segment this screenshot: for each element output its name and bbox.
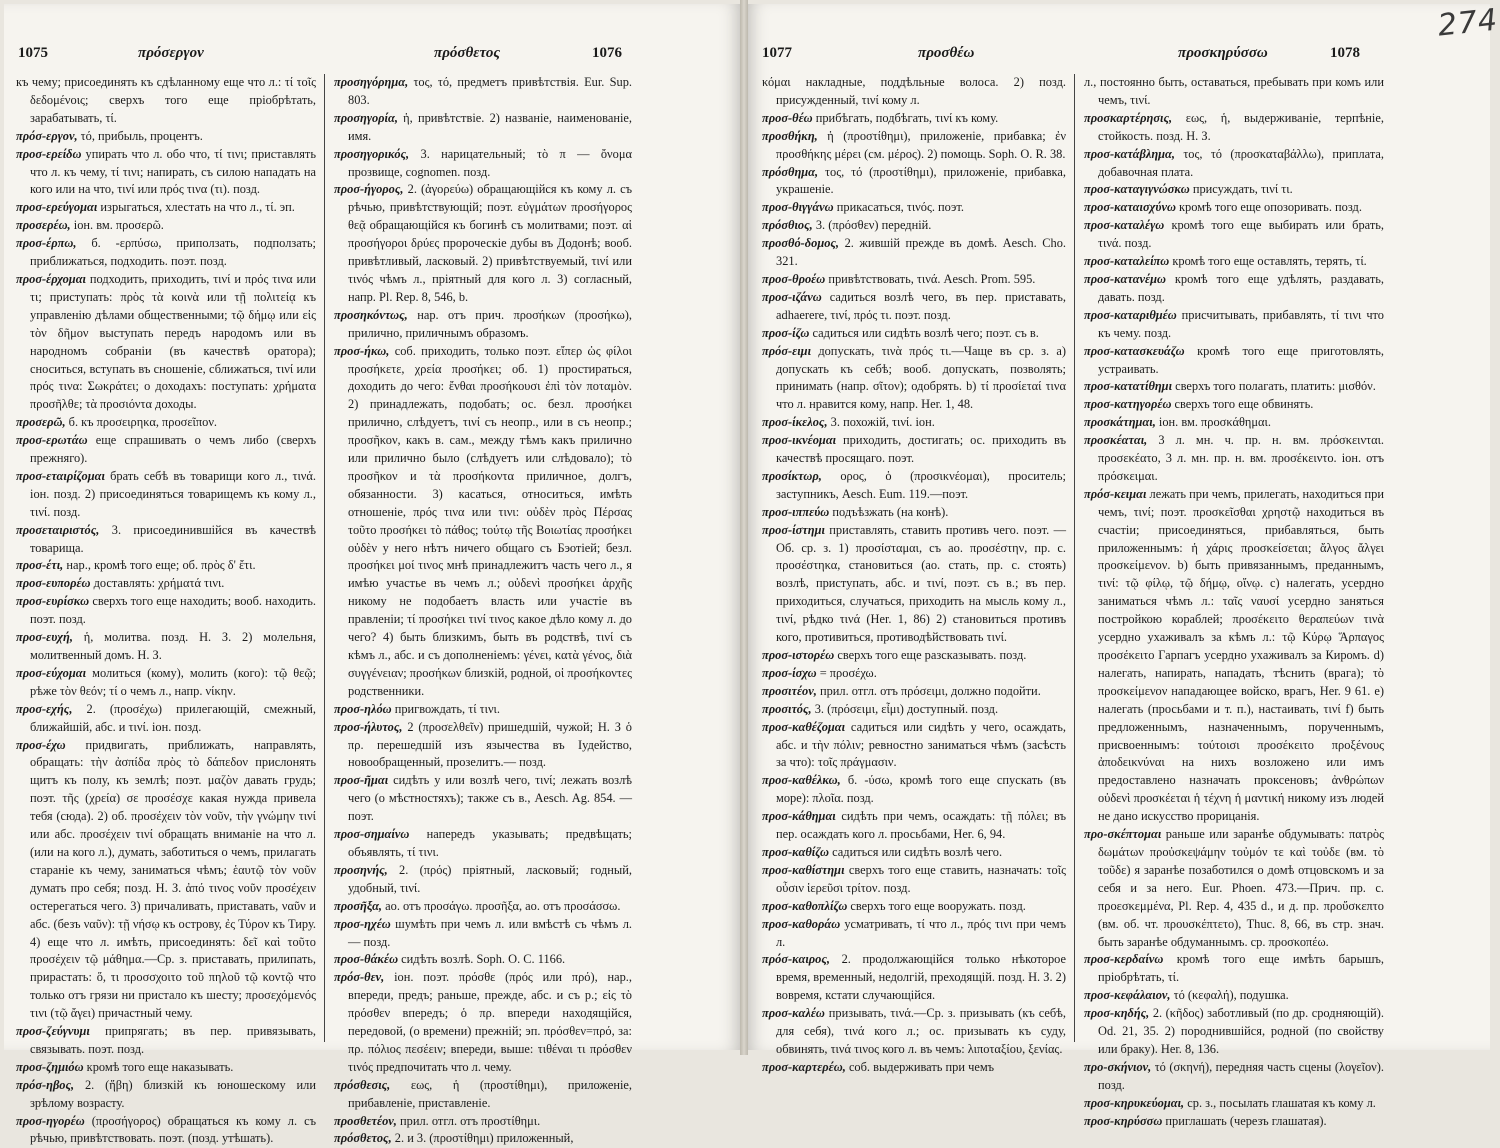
headword: προσ-κερδαίνω <box>1084 952 1164 967</box>
dictionary-entry <box>334 1077 632 1113</box>
headword: προ-σκήνιον, <box>1084 1059 1152 1074</box>
headword: προσ-κηδής, <box>1084 1006 1150 1021</box>
definition: 2 (προσελθεῖν) пришедшій, чужой; Н. З ὁ πρ. перешедшій изъ язычества въ Іудейство, новообращенный, прозелитъ.— позд. <box>348 719 632 770</box>
dictionary-entry <box>1084 271 1384 307</box>
headword: προσ-ερωτάω <box>16 433 88 448</box>
definition: нар., кромѣ того еще; об. πρὸς δ' ἔτι. <box>66 558 256 573</box>
dictionary-entry <box>1084 826 1384 951</box>
page-number-1077: 1077 <box>762 45 792 61</box>
definition: сидѣть возлѣ. Soph. O. C. 1166. <box>401 952 566 967</box>
definition: приставлять, ставить противъ чего. поэт. — Об. ср. з. 1) προσίσταμαι, съ ао. προσέστην, пр. с. προσέστηκα, становиться (ао. стать, пр. с. стоять) возлѣ, приступать, абс. и τινί, поэт. съ в.; въ пер. приходиться, случаться, приходить на мысль кому л., τινί, рѣдко τινά (Her. 1, 86) 2) становиться противъ кого, противиться, противодѣйствовать τινί. <box>776 522 1066 645</box>
definition: 3. присоединившійся въ качествѣ товарища. <box>30 522 316 555</box>
definition: ορος, ὁ (προσικνέομαι), проситель; заступникъ, Aesch. Eum. 119.—поэт. <box>776 468 1066 501</box>
definition: сверхъ того еще ставить, назначать: τοῖς οὖσιν ἱερεῦσι τρίτον. позд. <box>776 862 1066 895</box>
definition: εως, ἡ (προστίθημι), приложеніе, прибавленіе, приставленіе. <box>348 1077 632 1110</box>
dictionary-entry <box>1084 199 1384 217</box>
headword: προσ-έρπω, <box>16 236 77 251</box>
dictionary-entry <box>1084 181 1384 199</box>
definition: пригвождать, τί τινι. <box>394 701 500 716</box>
definition: сверхъ того еще разсказывать. позд. <box>837 648 1027 662</box>
headword: προσ-ιζάνω <box>762 289 822 304</box>
definition: лежать при чемъ, прилегать, находиться при чемъ, τινί; поэт. προσκεῖσθαι χρηστῷ находиться въ счастіи; присоединяться, прибавляться, быть приложеннымъ: ἡ χάρις προσκείσεται; ἄλγος ἄλγει προσκείμενον. b) быть привязаннымъ, преданнымъ, τινί: τῷ φίλῳ, τῷ δήμῳ, οἴνῳ. c) налегать, усердно заниматься чѣмъ л.: ταῖς ναυσί усердно заняться постройкою кораблей; προσέκειτο θεραπεύων τινὰ усердно ухаживалъ за кѣмъ л.: τῷ Κύρῳ Ἅρπαγος προσέκειτο Гарпагъ усердно ухаживалъ за Киромъ. d) налегать, напирать, нападать, тѣснить (врага); τὸ προσκείμενον нападающее войско, врагъ, Her. 9 61. e) налегать (просьбами и т. п.), настаивать, τινί f) быть предложеннымъ, назначеннымъ, порученнымъ, присвоеннымъ: τούτοισι προσέκειτο προξένους ἀποδεικνύναι на нихъ возложено или имъ предоставлено назначать проксеновъ; ἀνθρώπων οὐδενὶ προσκέεται ἡ τέχνη ἡ μαντική никому изъ людей не дано искусство прорицанія. <box>1098 486 1384 824</box>
headword: προσ-ῆμαι <box>334 773 389 788</box>
dictionary-entry <box>16 1113 316 1148</box>
definition: τος, τό, предметъ привѣтствія. Eur. Sup. 803. <box>348 75 633 107</box>
dictionary-entry <box>762 343 1066 415</box>
definition: τος, τό (προσκαταβάλλω), приплата, добавочная плата. <box>1098 146 1384 179</box>
dictionary-entry <box>1084 307 1384 343</box>
headword: προσ-κάθημαι <box>762 809 836 824</box>
headword: προσεταιριστός, <box>16 522 100 537</box>
dictionary-entry <box>334 862 632 898</box>
definition: ср. з., посылать глашатая къ кому л. <box>1187 1095 1376 1110</box>
headword: προσιτός, <box>762 701 812 716</box>
dictionary-entry <box>334 146 632 182</box>
headword: πρόσ-ηβος, <box>16 1077 75 1092</box>
headword: προσ-κατάβλημα, <box>1084 146 1175 161</box>
definition: кромѣ того еще наказывать. <box>86 1059 234 1074</box>
page-number-1078: 1078 <box>1330 45 1360 61</box>
definition: нар. отъ прич. προσήκων (προσήκω), прилично, приличнымъ образомъ. <box>348 307 632 340</box>
headword: προσ-καλέω <box>762 1006 825 1021</box>
headword: προσ-ερεύγομαι <box>16 200 98 215</box>
definition: ао. отъ προσάγω. προσῆξα, ао. отъ προσάσσω. <box>385 898 621 913</box>
dictionary-entry <box>16 701 316 737</box>
dictionary-entry <box>334 1130 632 1148</box>
dictionary-entry <box>762 916 1066 952</box>
headword: προσ-ζημιόω <box>16 1059 84 1074</box>
headword: προ-σκέπτομαι <box>1084 827 1162 842</box>
definition: соб. приходить, только поэт. εἴπερ ὡς φίλοι προσήκετε, χρεία προσήκει; об. 1) простираться, доходить до чего: ἔνθαι προσήκουσι ἐπὶ τὸν ποταμὸν. 2) принадлежать, подобать; ос. безл. προσήκει прилично, слѣдуетъ, τινί съ неопр., или в съ неопр.; προσῆκον, какъ в. сам., между тѣмъ какъ прилично или прилично было (слѣдуетъ или слѣдовало); τὸ προσῆκον и τὰ προσήκοντα приличное, долгъ, обязанности. 3) касаться, относиться, имѣть отношеніе, πρός τινα или τινι: οὐδὲν πρὸς Πέρσας τοῦτο προσήκει τὸ πάθος; τούτῳ τῆς Βοιωτίας προσήκει οὐδὲν у него нѣтъ ничего общаго съ Бэотіей; безл. προσήκει μοί τινος мнѣ принадлежитъ часть чего л., я имѣю участье въ чемъ л.; οὐδενὶ προσήκει ἀρχῆς никому не подобаетъ власть или участіе въ правленіи; τί προσήκει τινί τινος какое дѣло кому л. до чего? 4) быть близкимъ, быть въ родствѣ, τινί съ кѣмъ л., абс. и съ дополненіемъ: γένει, κατὰ γένος, διὰ συγγένειαν; προσήκων близкій, родной, οἱ προσήκοντες родственники. <box>348 343 632 698</box>
definition: = προσέχω. <box>819 665 877 680</box>
definition: кромѣ того еще удѣлять, раздавать, давать. позд. <box>1098 271 1384 304</box>
dictionary-entry <box>762 701 1066 719</box>
headword: προσηγορία, <box>334 110 398 125</box>
dictionary-entry <box>334 307 632 343</box>
dictionary-entry <box>1084 1059 1384 1095</box>
definition: сидѣть у или возлѣ чего, τινί; лежать возлѣ чего (о мѣстностяхъ); также съ в., Aesch. Ag. 854. — поэт. <box>348 773 632 824</box>
dictionary-entry <box>16 593 316 629</box>
definition: упирать что л. обо что, τί τινι; приставлять что л. къ чему, τί τινι; напирать, съ силою нападать на кого или на что, τινί или πρός τινα (τι). позд. <box>30 146 316 197</box>
dictionary-entry <box>334 343 632 701</box>
definition: придвигать, приближать, направлять, обращать: τὴν ἀσπίδα πρὸς τὸ δάπεδον прислонять щитъ къ полу, къ землѣ; поэт. μαζὸν давать грудь; поэт. τῆς (χρεία) σε προσέσχε какая нужда привела тебя (сюда). 2) об. προσέχειν τὸν νοῦν, τὴν γνώμην τινί или абс. προσέχειν τινί обращать вниманіе на что л. (или на кого л.), думать, заботиться о чемъ, прилагать стараніе къ чему, заниматься чѣмъ; ἑαυτῷ τὸν νοῦν думать про себя; позд. Н. З. ἀπό τινος νοῦν προσέχειν остерегаться чего. 3) причаливать, приставать, ναῦν и абс. (безъ ναῦν): τῇ νήσῳ къ острову, ἐς Τύρον къ Тиру. 4) еще что л. имѣть, присоединять: δεῖ καὶ τοῦτο προσέχειν τῷ μάθημα.—Ср. з. приставать, прилипать, прирастать: ὅ, τι προσσχοιτο τοῦ πηλοῦ τῷ κοντῷ что только отъ грязи ни пристало къ шесту; προσεχόμενός τινι (τῷ ἄγει) причастный чему. <box>30 737 316 1021</box>
definition: присуждать, τινί τι. <box>1192 182 1293 197</box>
dictionary-entry <box>1084 414 1384 432</box>
definition: 2. продолжающійся только нѣкоторое время, временный, недолгій, преходящій. позд. Н. З. 2) вовремя, кстати случающійся. <box>776 952 1066 1003</box>
headword: προσ-ερείδω <box>16 146 82 161</box>
definition: 2. и 3. (προστίθημι) приложенный, <box>394 1131 574 1146</box>
running-head-right: προσκηρύσσω <box>1178 45 1268 61</box>
dictionary-entry <box>762 128 1066 164</box>
definition: б. -ερπύσω, приползать, подползать; приближаться, подходить. поэт. позд. <box>30 236 316 269</box>
headword: προσ-έρχομαι <box>16 271 86 286</box>
definition: б. къ προσειρηκα, προσεῖπον. <box>68 415 218 430</box>
headword: προσ-ίκελος, <box>762 415 828 430</box>
headword: προσ-ευρίσκω <box>16 594 90 609</box>
headword: προσ-εχής, <box>16 701 73 716</box>
dictionary-entry <box>334 74 632 110</box>
headword: προσ-καταγιγνώσκω <box>1084 182 1190 197</box>
definition: шумѣть при чемъ л. или вмѣстѣ съ чѣмъ л. — позд. <box>348 916 632 949</box>
headword: πρόσθεσις, <box>334 1077 391 1092</box>
headword: προσθετέον, <box>334 1113 397 1128</box>
headword: προσ-καταισχύνω <box>1084 200 1176 215</box>
dictionary-entry <box>16 522 316 558</box>
dictionary-entry <box>16 199 316 217</box>
headword: προσκάτημαι, <box>1084 415 1156 430</box>
dictionary-entry <box>762 271 1066 289</box>
dictionary-entry <box>762 898 1066 916</box>
dictionary-entry <box>762 199 1066 217</box>
headword: προσ-εύχομαι <box>16 665 87 680</box>
definition: изрыгаться, хлестать на что л., τί. эп. <box>100 200 295 215</box>
headword: πρόσ-θεν, <box>334 970 385 985</box>
dictionary-entry <box>334 181 632 306</box>
definition: б. -ύσω, кромѣ того еще спускать (въ море): πλοῖα. позд. <box>776 773 1066 806</box>
dictionary-entry <box>1084 217 1384 253</box>
definition: прил. отгл. отъ προστίθημι. <box>400 1113 541 1128</box>
definition: іон. вм. προσερῶ. <box>73 218 164 233</box>
definition: прил. отгл. отъ πρόσειμι, должно подойти. <box>819 683 1041 698</box>
definition: подходить, приходить, τινί и πρός τινα или τι; приступать: πρὸς τὰ κοινὰ или τῇ πολιτείᾳ къ управленію дѣлами общественными; τῷ δήμῳ или εἰς τὸν δῆμον выступать передъ народомъ или въ народномъ собраніи (въ качествѣ оратора); сноситься, вступать въ сношеніе, сближаться, τινί или πρός τινα: Σωκράτει; о доходахъ: поступать: χρήματα προσῆλθε; τὰ προσιόντα доходы. <box>30 271 316 412</box>
dictionary-entry <box>762 844 1066 862</box>
headword: προσηγόρημα, <box>334 75 409 89</box>
headword: προσ-έχω <box>16 737 66 752</box>
handwritten-page-number: 274 <box>1436 2 1500 44</box>
dictionary-entry <box>16 665 316 701</box>
definition: іон. поэт. πρόσθε (πρός или πρό), нар., впереди, предъ; раньше, прежде, абс. и съ р.; εἰς τὸ πρόσθεν впередъ; ὁ πρ. впереди находящійся, передовой, (о времени) прежній; эп. πρόσθεν=πρό, за: πρ. πόλιος πεσέειν; впереди, выше: τιθέναι τι πρόσθεν τινός предпочитать что л. чему. <box>348 970 632 1074</box>
definition: приглашать (черезъ глашатая). <box>1165 1113 1327 1128</box>
dictionary-entry <box>16 557 316 575</box>
headword: προσερῶ, <box>16 415 66 430</box>
headword: προσ-καταλείπω <box>1084 254 1170 269</box>
dictionary-entry <box>762 217 1066 235</box>
page-number-1076: 1076 <box>592 45 622 61</box>
headword: προσ-ίστημι <box>762 522 825 537</box>
column-2 <box>334 74 633 1146</box>
dictionary-entry <box>16 1077 316 1113</box>
headword: πρόσ-εργον, <box>16 128 78 143</box>
definition: 3. (πρόσθεν) передній. <box>815 218 932 233</box>
dictionary-entry <box>1084 146 1384 182</box>
headword: προσ-κεφάλαιον, <box>1084 988 1171 1003</box>
definition: 2. жившій прежде въ домѣ. Aesch. Cho. 321. <box>776 236 1066 269</box>
headword: προσ-ευχή, <box>16 630 73 645</box>
definition: приходить, достигать; ос. приходить въ качествѣ просящаго. поэт. <box>776 433 1066 466</box>
column-rule <box>1074 74 1075 1042</box>
headword: προσιτέον, <box>762 683 817 698</box>
dictionary-entry <box>334 916 632 952</box>
dictionary-entry <box>1084 987 1384 1005</box>
headword: προσκαρτέρησις, <box>1084 110 1173 125</box>
headword: προσ-καθοπλίζω <box>762 898 848 913</box>
definition: напередъ указывать; предвѣщать; объявлять, τί τινι. <box>348 827 632 859</box>
running-head-left: πρόσεργον <box>138 45 204 61</box>
definition: іон. вм. προσκάθημαι. <box>1158 415 1271 430</box>
dictionary-entry <box>762 683 1066 701</box>
headword: προσ-ίζω <box>762 325 810 340</box>
dictionary-entry <box>16 737 316 1024</box>
dictionary-entry <box>762 432 1066 468</box>
definition: садиться или сидѣть возлѣ чего; поэт. съ в. <box>812 325 1039 340</box>
definition: л., постоянно быть, оставаться, пребывать при комъ или чемъ, τινί. <box>1084 75 1384 107</box>
headword: προσ-ιππεύω <box>762 504 830 519</box>
definition: 3. (πρόσειμι, εἶμι) доступный. позд. <box>814 701 999 716</box>
headword: προσ-καταλέγω <box>1084 218 1165 233</box>
headword: προσ-ήλυτος, <box>334 719 403 734</box>
headword: προσ-θροέω <box>762 271 826 286</box>
headword: προσ-ηλόω <box>334 701 392 716</box>
dictionary-entry <box>762 74 1066 110</box>
definition: κόμαι накладные, поддѣльные волоса. 2) позд. присужденный, τινί кому л. <box>762 75 1066 107</box>
running-head-right: πρόσθετος <box>434 45 501 61</box>
definition: садиться возлѣ чего, въ пер. приставать, adhaerere, τινί, πρός τι. поэт. позд. <box>776 289 1066 322</box>
dictionary-entry <box>16 1059 316 1077</box>
definition: прибѣгать, подбѣгать, τινί къ кому. <box>815 110 999 125</box>
definition: кромѣ того еще выбирать или брать, τινά. позд. <box>1098 218 1384 251</box>
headword: προσηγορικός, <box>334 146 410 161</box>
dictionary-entry <box>16 1023 316 1059</box>
dictionary-entry <box>1084 343 1384 379</box>
headword: πρόσ-ειμι <box>762 343 812 358</box>
dictionary-entry <box>334 772 632 826</box>
dictionary-entry <box>762 164 1066 200</box>
headword: προσ-ευπορέω <box>16 576 91 591</box>
dictionary-entry <box>762 951 1066 1005</box>
dictionary-entry <box>762 647 1066 665</box>
headword: προσ-θάκέω <box>334 952 399 967</box>
definition: кромѣ того еще оставлять, терять, τί. <box>1172 254 1367 269</box>
headword: προσ-θέω <box>762 110 813 125</box>
definition: сверхъ того полагать, платить: μισθόν. <box>1175 379 1376 394</box>
dictionary-entry <box>1084 1095 1384 1113</box>
dictionary-entry <box>762 522 1066 647</box>
definition: 3 л. мн. ч. пр. н. вм. πρόσκεινται. προσεκέατο, 3 л. мн. пр. н. вм. προσέκειντο. іон. отъ πρόσκειμαι. <box>1098 433 1384 483</box>
definition: τό, прибыль, процентъ. <box>80 128 203 143</box>
headword: προσ-ηγορέω <box>16 1113 85 1128</box>
headword: προσ-ίσχω <box>762 665 817 680</box>
dictionary-entry <box>1084 110 1384 146</box>
book-spine <box>740 0 748 1055</box>
headword: προσ-ηχέω <box>334 916 391 931</box>
running-head-left: προσθέω <box>918 45 975 61</box>
right-page <box>748 2 1500 1128</box>
dictionary-entry <box>334 1113 632 1131</box>
headword: προσ-έτι, <box>16 558 64 573</box>
headword: προσερέω, <box>16 218 71 233</box>
dictionary-entry <box>334 898 632 916</box>
headword: προσηνής, <box>334 862 388 877</box>
definition: присчитывать, прибавлять, τί τινι что къ чему. позд. <box>1098 307 1384 340</box>
dictionary-entry <box>1084 432 1384 486</box>
definition: сверхъ того еще вооружать. позд. <box>850 898 1026 913</box>
dictionary-entry <box>762 414 1066 432</box>
dictionary-entry <box>16 74 316 128</box>
definition: кромѣ того еще имѣть барышъ, пріобрѣтать, τί. <box>1098 952 1384 985</box>
page-number-1075: 1075 <box>18 45 48 61</box>
headword: πρόσ-καιρος, <box>762 952 830 967</box>
definition: τος, τό (προστίθημι), приложеніе, прибавка, украшеніе. <box>776 164 1066 197</box>
headword: προσ-καθέλκω, <box>762 773 841 788</box>
headword: προσ-κατηγορέω <box>1084 397 1172 412</box>
dictionary-entry <box>762 289 1066 325</box>
headword: προσ-καθίζω <box>762 844 830 859</box>
headword: προσ-κηρύσσω <box>1084 1113 1163 1128</box>
dictionary-entry <box>1084 74 1384 110</box>
headword: πρόσθετος, <box>334 1131 392 1146</box>
definition: садиться или сидѣть у чего, осаждать, абс. и τὴν πόλιν; ревностно заниматься чѣмъ (засѣсть за что): τοῖς πράγμασιν. <box>776 719 1066 770</box>
column-3 <box>762 74 1066 1074</box>
definition: сверхъ того еще обвинять. <box>1174 397 1314 412</box>
dictionary-entry <box>762 772 1066 808</box>
headword: προσκέαται, <box>1084 433 1148 448</box>
definition: соб. выдерживать при чемъ <box>848 1059 995 1074</box>
definition: τό (σκηνή), передняя часть сцены (λογεῖον). позд. <box>1098 1059 1384 1092</box>
dictionary-entry <box>16 414 316 432</box>
headword: προσ-ικνέομαι <box>762 433 837 448</box>
definition: молиться (кому), молить (кого): τῷ θεῷ; рѣже τὸν θεόν; τί о чемъ л., напр. νίκην. <box>30 665 316 698</box>
definition: 2. (ἥβη) близкій къ юношескому или зрѣлому возрасту. <box>30 1077 316 1110</box>
headword: προσ-καταριθμέω <box>1084 307 1177 322</box>
dictionary-entry <box>16 432 316 468</box>
dictionary-entry <box>334 110 632 146</box>
definition: 2. (πρός) пріятный, ласковый; годный, удобный, τινί. <box>348 862 632 895</box>
definition: ἡ, молитва. позд. Н. З. 2) молельня, молитвенный домъ. Н. З. <box>30 630 316 662</box>
dictionary-entry <box>762 808 1066 844</box>
dictionary-entry <box>334 951 632 969</box>
definition: 2. (κῆδος) заботливый (по др. сродняющій). Od. 21, 35. 2) породнившійся, родной (по свойству или браку). Her. 8, 136. <box>1098 1006 1384 1056</box>
definition: брать себѣ въ товарищи кого л., τινά. іон. позд. 2) присоединяться товарищемъ къ кому л., τινί. позд. <box>30 468 316 519</box>
dictionary-entry <box>1084 486 1384 826</box>
definition: 3. похожій, τινί. іон. <box>830 415 935 430</box>
dictionary-entry <box>762 468 1066 504</box>
definition: призывать, τινά.—Ср. з. призывать (къ себѣ, для себя), τινά кого л.; ос. призывать къ суду, обвинять, τινά τινος кого л. въ чемъ: λιποταξίου, ξενίας. <box>776 1006 1066 1056</box>
definition: 2. (προσέχω) прилегающій, смежный, ближайшій, абс. и τινί. іон. позд. <box>30 701 316 734</box>
dictionary-entry <box>762 719 1066 773</box>
definition: кромѣ того еще приготовлять, устраивать. <box>1098 343 1384 376</box>
dictionary-entry <box>16 146 316 200</box>
headword: προσ-ήγορος, <box>334 182 404 197</box>
headword: προσ-κατασκευάζω <box>1084 343 1185 358</box>
definition: допускать, τινὰ πρός τι.—Чаще въ ср. з. a) допускать къ себѣ; вооб. допускать, позволять; принимать (напр. σῖτον); одобрять. b) τί προσίεταί τινα что л. нравится кому, напр. Her. 1, 48. <box>776 343 1066 412</box>
headword: προσηκόντως, <box>334 307 408 322</box>
headword: προσῆξα, <box>334 898 383 913</box>
dictionary-entry <box>16 217 316 235</box>
headword: προσθήκη, <box>762 128 818 143</box>
definition: усматривать, τί что л., πρός τινι при чемъ л. <box>776 916 1066 949</box>
headword: προσ-καρτερέω, <box>762 1059 846 1074</box>
column-4 <box>1084 74 1384 1128</box>
dictionary-entry <box>762 862 1066 898</box>
definition: къ чему; присоединять къ сдѣланному еще что л.: τί τοῖς δεδομένοις; сверхъ того еще пріобрѣтать, зарабатывать, τί. <box>16 75 316 125</box>
definition: сидѣть при чемъ, осаждать: τῇ πόλει; въ пер. осаждать кого л. просьбами, Her. 6, 94. <box>776 809 1066 842</box>
dictionary-entry <box>1084 1113 1384 1131</box>
definition: привѣтствовать, τινά. Aesch. Prom. 595. <box>828 271 1036 286</box>
dictionary-entry <box>334 701 632 719</box>
dictionary-entry <box>1084 253 1384 271</box>
headword: προσ-εταιρίζομαι <box>16 468 105 483</box>
definition: ἡ, привѣтствіе. 2) названіе, наименованіе, имя. <box>348 110 632 143</box>
dictionary-entry <box>762 235 1066 271</box>
headword: πρόσ-κειμαι <box>1084 486 1147 501</box>
headword: προσ-ζεύγνυμι <box>16 1024 90 1039</box>
headword: προσ-σημαίνω <box>334 827 410 842</box>
dictionary-entry <box>762 665 1066 683</box>
dictionary-entry <box>762 504 1066 522</box>
column-rule <box>324 74 325 1042</box>
headword: προσ-καθοράω <box>762 916 841 931</box>
definition: припрягать; въ пер. привязывать, связывать. поэт. позд. <box>30 1024 316 1056</box>
dictionary-entry <box>16 629 316 665</box>
dictionary-entry <box>16 271 316 414</box>
definition: сверхъ того еще находить; вооб. находить. поэт. позд. <box>30 594 316 627</box>
left-page <box>4 4 740 1146</box>
definition: подъѣзжать (на конѣ). <box>832 504 949 519</box>
headword: προσ-καθίστημι <box>762 862 845 877</box>
headword: προσ-κηρυκεύομαι, <box>1084 1095 1185 1110</box>
dictionary-entry <box>334 969 632 1076</box>
dictionary-entry <box>16 575 316 593</box>
definition: (προσήγορος) обращаться къ кому л. съ рѣчью, привѣтствовать. поэт. (позд. утѣшать). <box>30 1113 316 1146</box>
dictionary-entry <box>762 1005 1066 1059</box>
headword: προσ-ιστορέω <box>762 648 835 662</box>
headword: προσ-κατανέμω <box>1084 271 1166 286</box>
definition: 2. (ἀγορεύω) обращающійся къ кому л. съ рѣчью, привѣтствующій; поэт. εὐγμάτων προσήγορος θεᾷ обращающійся къ богинѣ съ молитвами; поэт. αἱ προσήγοροι δρύες пророческіе дубы въ Додонѣ; вооб. привѣтливый, ласковый. 2) привѣтствуемый, τινί или τινός чѣмъ л., пріятный для кого л. 3) согласный, напр. Pl. Rep. 8, 546, b. <box>348 182 632 304</box>
dictionary-entry <box>762 1059 1066 1077</box>
dictionary-entry <box>16 468 316 522</box>
definition: прикасаться, τινός. поэт. <box>836 200 964 215</box>
dictionary-entry <box>1084 378 1384 396</box>
dictionary-entry <box>1084 396 1384 414</box>
headword: προσίκτωρ, <box>762 468 822 483</box>
dictionary-entry <box>762 110 1066 128</box>
headword: προσ-θιγγάνω <box>762 200 834 215</box>
headword: πρόσθημα, <box>762 164 819 179</box>
definition: раньше или заранѣе обдумывать: πατρὸς δωμάτων προὐσκεψάμην τοὐμόν τε καὶ τοὐδε (вм. τὸ τοῦδε) я заранѣе позаботился о домѣ отцовскомъ и за себя и за него. Eur. Phoen. 473.—Прич. пр. с. προεσκεμμένα, Pl. Rep. 4, 435 d., и д. пр. προὔσκεπτο (вм. об. чт. προυσκέπτετο), Thuc. 8, 66, въ стр. знач. быть заранѣе обдуманнымъ. ср. προσκοπέω. <box>1098 827 1384 949</box>
dictionary-entry <box>334 719 632 773</box>
dictionary-entry <box>16 235 316 271</box>
dictionary-entry <box>1084 1005 1384 1059</box>
dictionary-entry <box>16 128 316 146</box>
definition: кромѣ того еще опозоривать. позд. <box>1179 200 1362 215</box>
definition: еще спрашивать о чемъ либо (сверхъ прежняго). <box>30 433 316 466</box>
headword: προσ-ήκω, <box>334 343 390 358</box>
headword: προσ-κατατίθημι <box>1084 379 1173 394</box>
dictionary-entry <box>762 325 1066 343</box>
definition: τό (κεφαλή), подушка. <box>1173 988 1289 1003</box>
definition: 3. нарицательный; τὸ π — ὄνομα прозвище, cognomen. позд. <box>348 146 632 179</box>
headword: προσ-καθέζομαι <box>762 719 846 734</box>
definition: доставлять: χρήματά τινι. <box>93 576 225 591</box>
dictionary-entry <box>334 826 632 862</box>
headword: πρόσθιος, <box>762 218 813 233</box>
headword: προσθό-δομος, <box>762 236 840 251</box>
definition: ἡ (προστίθημι), приложеніе, прибавка; ἐν προσθήκης μέρει (см. μέρος). 2) помощь. Soph. O. R. 38. <box>776 128 1066 161</box>
definition: садиться или сидѣть возлѣ чего. <box>832 844 1003 859</box>
dictionary-entry <box>1084 951 1384 987</box>
definition: εως, ἡ, выдерживаніе, терпѣніе, стойкость. позд. Н. З. <box>1098 110 1384 143</box>
column-1 <box>16 74 316 1146</box>
